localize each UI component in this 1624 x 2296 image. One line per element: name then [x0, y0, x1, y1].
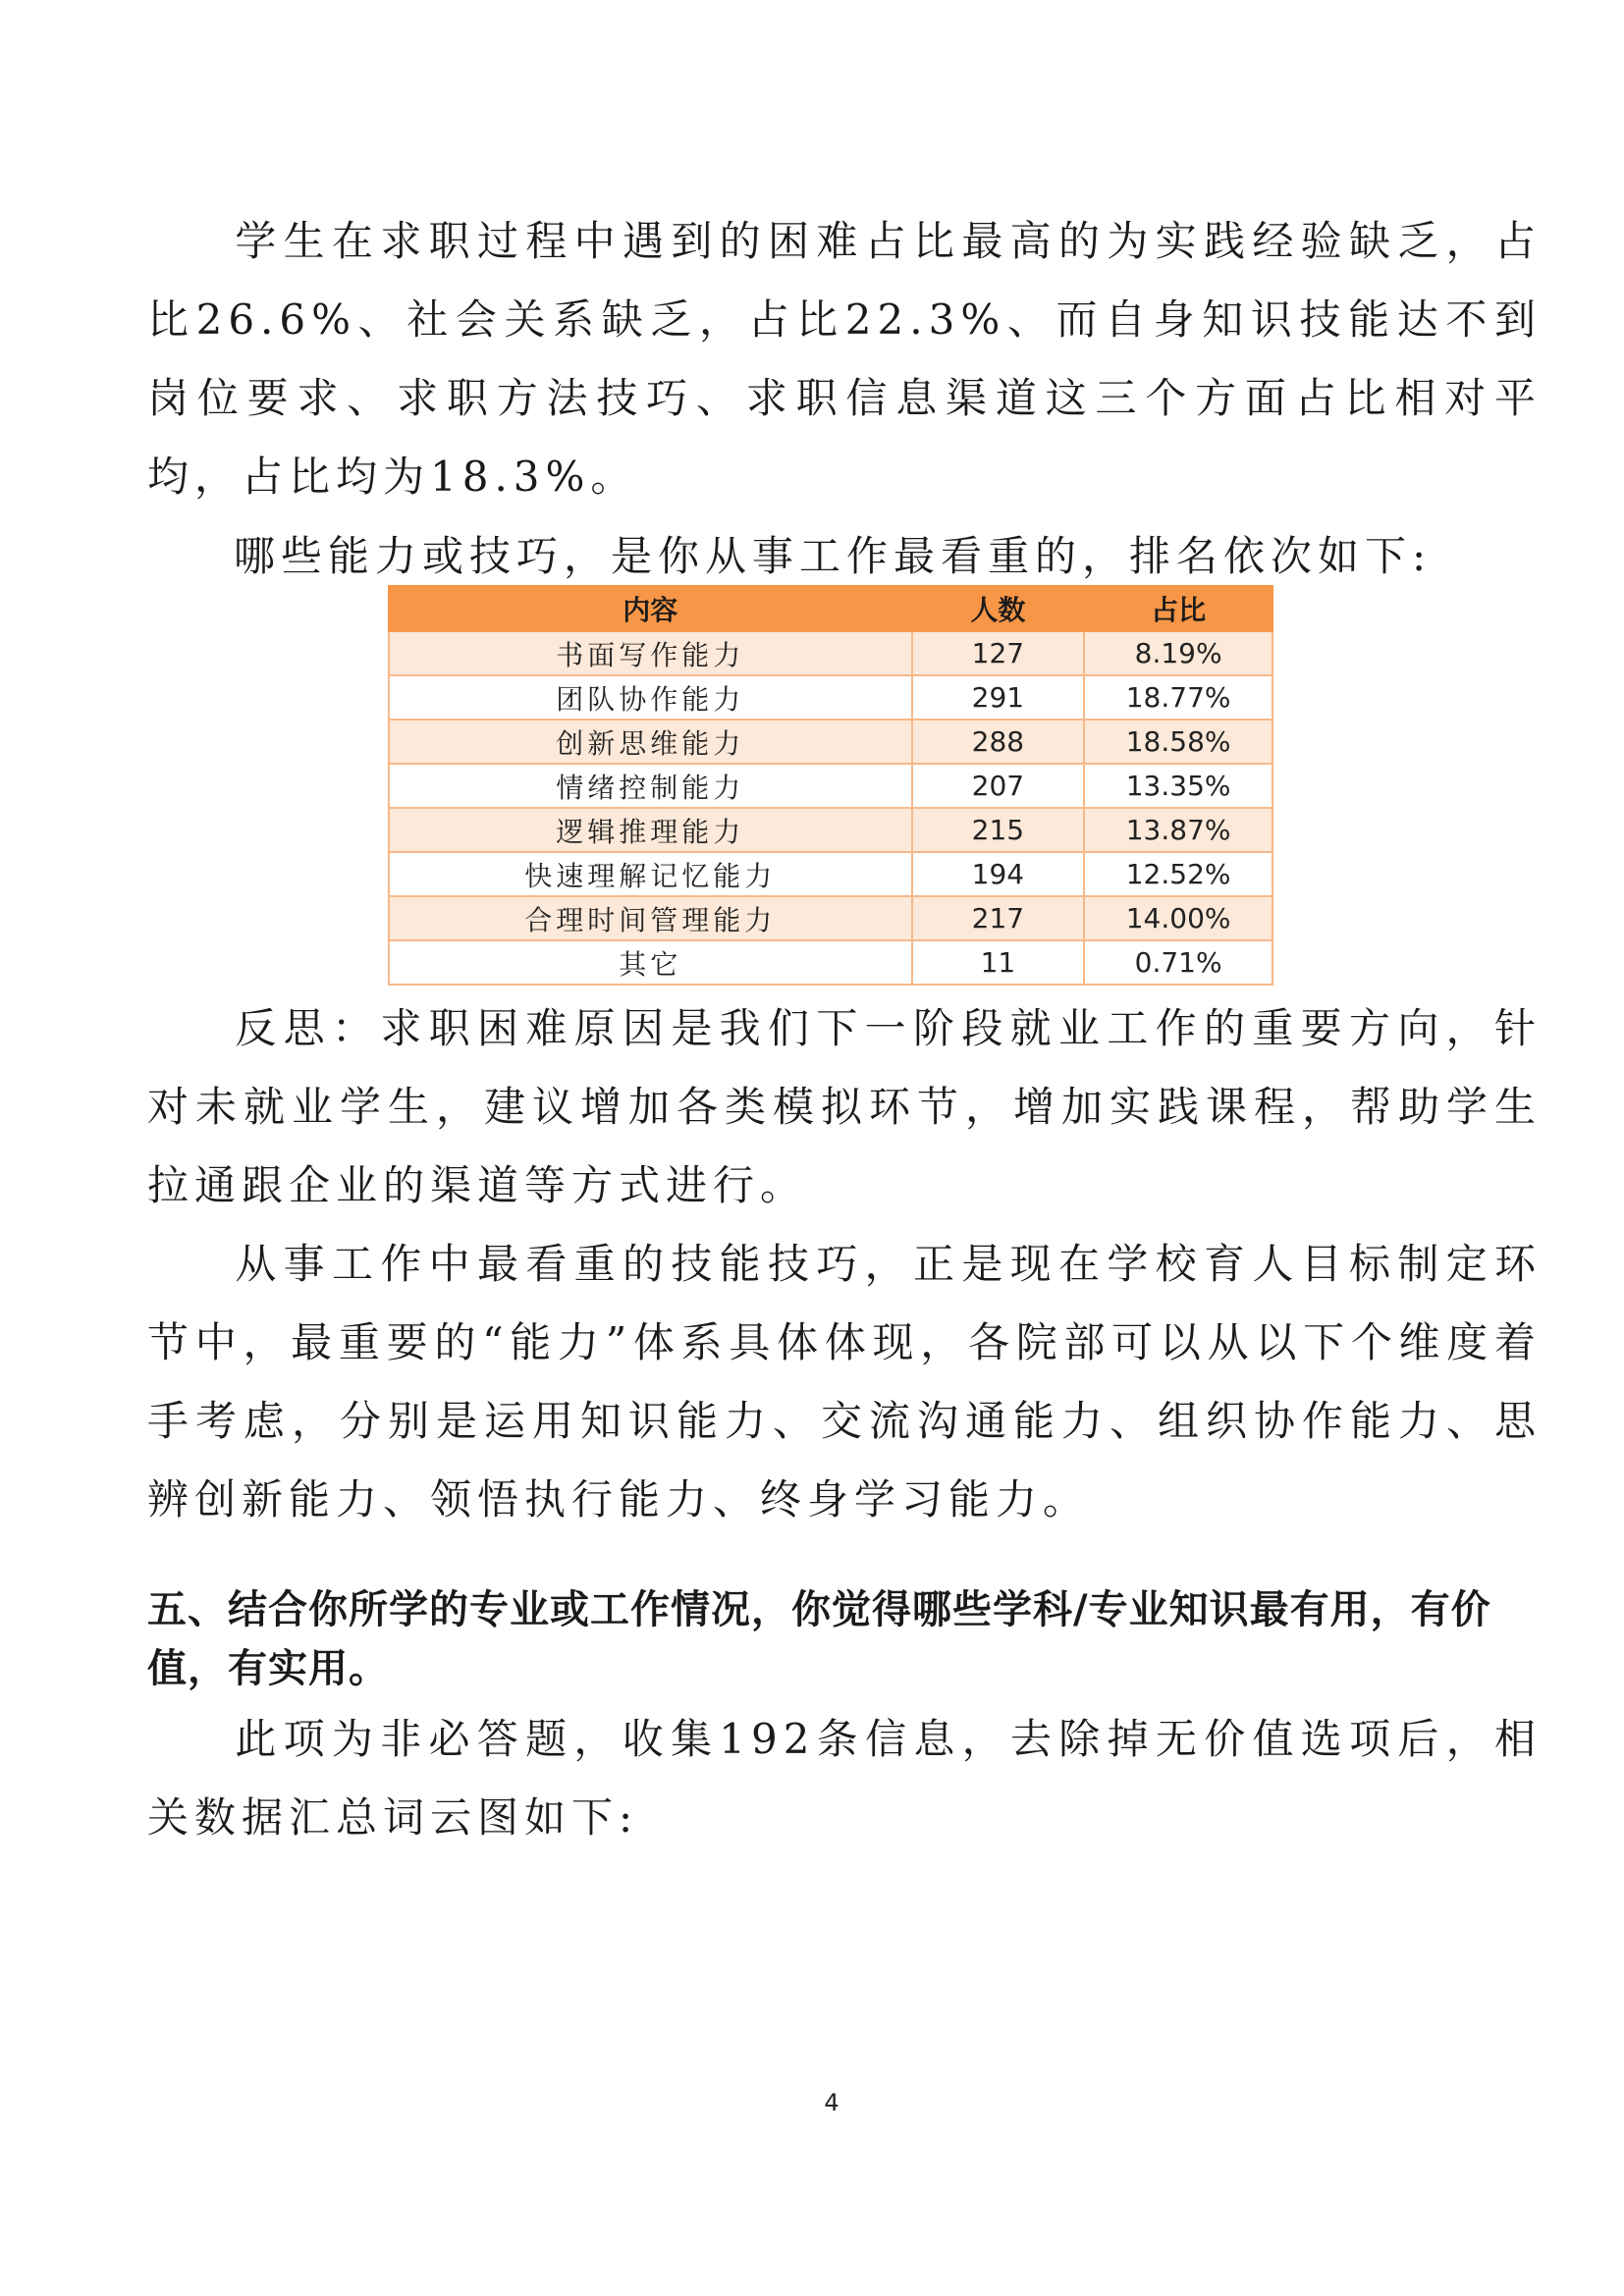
cell-count: 215 [912, 808, 1085, 852]
header-percent: 占比 [1084, 586, 1272, 631]
paragraph-text: 反思：求职困难原因是我们下一阶段就业工作的重要方向，针对未就业学生，建议增加各类模拟环节，增加实践课程，帮助学生拉通跟企业的渠道等方式进行。 [147, 1004, 1542, 1209]
cell-ability: 书面写作能力 [389, 631, 912, 675]
paragraph-text: 哪些能力或技巧，是你从事工作最看重的，排名依次如下: [234, 532, 1433, 580]
cell-ability: 逻辑推理能力 [389, 808, 912, 852]
paragraph-reflection [147, 989, 1542, 1225]
cell-count: 217 [912, 896, 1085, 940]
cell-count: 11 [912, 940, 1085, 985]
cell-count: 291 [912, 675, 1085, 720]
page-number: 4 [824, 2089, 839, 2116]
paragraph-job-difficulties [147, 202, 1542, 516]
table-row [389, 631, 1272, 675]
table-row [389, 764, 1272, 808]
paragraph-text: 学生在求职过程中遇到的困难占比最高的为实践经验缺乏，占比26.6%、社会关系缺乏，占比22.3%、而自身知识技能达不到岗位要求、求职方法技巧、求职信息渠道这三个方面占比相对平均，占比均为18.3%。 [147, 217, 1542, 501]
cell-count: 207 [912, 764, 1085, 808]
cell-count: 288 [912, 720, 1085, 764]
cell-percent: 18.77% [1084, 675, 1272, 720]
cell-percent: 0.71% [1084, 940, 1272, 985]
cell-ability: 合理时间管理能力 [389, 896, 912, 940]
cell-percent: 8.19% [1084, 631, 1272, 675]
table-row [389, 896, 1272, 940]
table-row [389, 720, 1272, 764]
paragraph-text: 此项为非必答题，收集192条信息，去除掉无价值选项后，相关数据汇总词云图如下: [147, 1715, 1542, 1842]
cell-count: 127 [912, 631, 1085, 675]
paragraph-word-cloud-intro [147, 1700, 1542, 1857]
cell-ability: 其它 [389, 940, 912, 985]
table-row [389, 940, 1272, 985]
cell-percent: 14.00% [1084, 896, 1272, 940]
cell-ability: 情绪控制能力 [389, 764, 912, 808]
cell-percent: 13.35% [1084, 764, 1272, 808]
paragraph-text: 从事工作中最看重的技能技巧，正是现在学校育人目标制定环节中，最重要的“能力”体系具体体现，各院部可以从以下个维度着手考虑，分别是运用知识能力、交流沟通能力、组织协作能力、思辨创新能力、领悟执行能力、终身学习能力。 [147, 1240, 1542, 1523]
ability-table-container [388, 585, 1273, 986]
cell-ability: 创新思维能力 [389, 720, 912, 764]
header-count: 人数 [912, 586, 1085, 631]
paragraph-abilities-system [147, 1225, 1542, 1539]
table-row [389, 808, 1272, 852]
paragraph-table-intro [147, 517, 1542, 596]
section-heading-five: 五、结合你所学的专业或工作情况，你觉得哪些学科/专业知识最有用，有价值，有实用。 [147, 1587, 1491, 1691]
table-header-row [389, 586, 1272, 631]
cell-count: 194 [912, 852, 1085, 896]
cell-percent: 12.52% [1084, 852, 1272, 896]
cell-ability: 快速理解记忆能力 [389, 852, 912, 896]
cell-percent: 13.87% [1084, 808, 1272, 852]
ability-table [388, 585, 1273, 986]
table-row [389, 852, 1272, 896]
table-row [389, 675, 1272, 720]
cell-percent: 18.58% [1084, 720, 1272, 764]
header-content: 内容 [389, 586, 912, 631]
cell-ability: 团队协作能力 [389, 675, 912, 720]
